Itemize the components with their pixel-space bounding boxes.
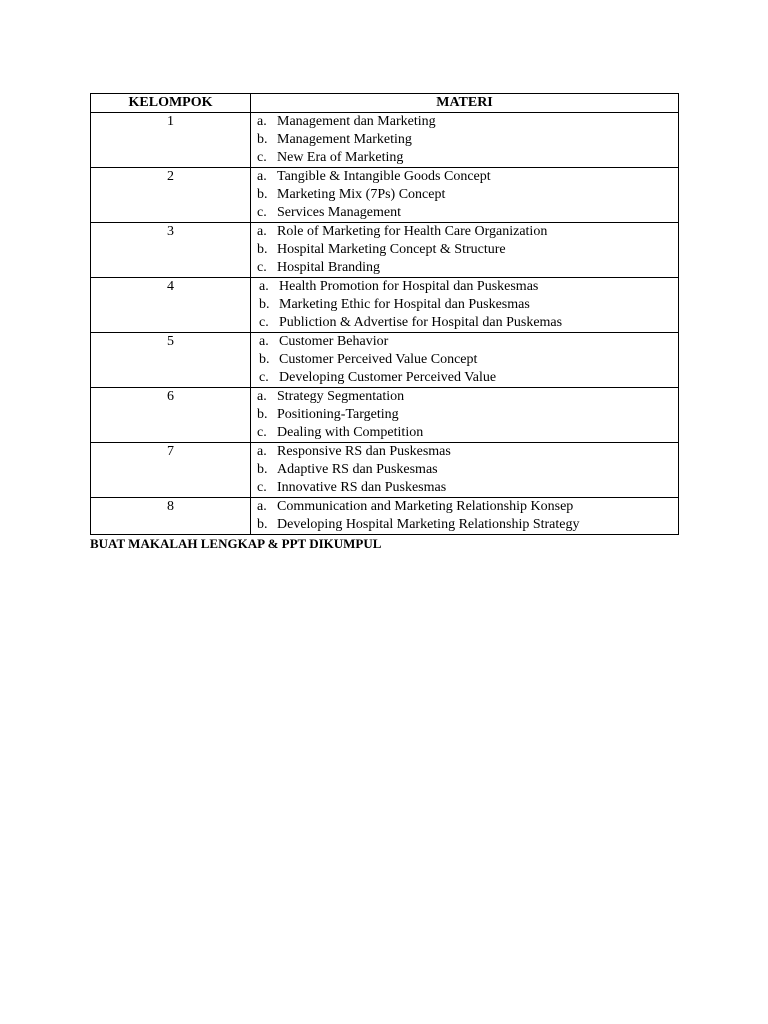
- list-item-text: Strategy Segmentation: [277, 389, 405, 404]
- table-row: [91, 443, 679, 498]
- list-marker: b.: [257, 407, 268, 422]
- list-item-text: Customer Perceived Value Concept: [279, 352, 478, 367]
- group-number: 5: [91, 333, 251, 388]
- list-marker: a.: [257, 169, 267, 184]
- group-materi-cell: [251, 278, 679, 333]
- materi-list: [257, 388, 678, 442]
- list-item: [257, 516, 678, 534]
- header-materi: MATERI: [251, 94, 679, 113]
- list-marker: c.: [259, 370, 269, 385]
- list-marker: b.: [257, 517, 268, 532]
- list-marker: c.: [259, 315, 269, 330]
- list-marker: c.: [257, 150, 267, 165]
- document-page: [90, 93, 678, 552]
- list-item-text: Adaptive RS dan Puskesmas: [277, 462, 438, 477]
- list-marker: c.: [257, 205, 267, 220]
- group-materi-cell: [251, 498, 679, 535]
- list-item-text: Management dan Marketing: [277, 114, 436, 129]
- list-item: [259, 333, 678, 351]
- list-item: [257, 259, 678, 277]
- materi-list: [257, 223, 678, 277]
- list-item: [257, 443, 678, 461]
- list-item-text: Developing Customer Perceived Value: [279, 370, 497, 385]
- table-row: [91, 278, 679, 333]
- list-item-text: Tangible & Intangible Goods Concept: [277, 169, 491, 184]
- table-body: [91, 113, 679, 535]
- list-item: [259, 351, 678, 369]
- list-item-text: Positioning-Targeting: [277, 407, 399, 422]
- list-item: [259, 314, 678, 332]
- list-item: [259, 296, 678, 314]
- list-marker: b.: [257, 187, 268, 202]
- list-item: [257, 223, 678, 241]
- list-item-text: Role of Marketing for Health Care Organization: [277, 224, 548, 239]
- materi-list: [257, 498, 678, 534]
- list-item: [257, 424, 678, 442]
- list-marker: c.: [257, 480, 267, 495]
- list-marker: b.: [257, 132, 268, 147]
- table-row: [91, 333, 679, 388]
- materi-list: [257, 168, 678, 222]
- list-item-text: Hospital Branding: [277, 260, 381, 275]
- list-item-text: Publiction & Advertise for Hospital dan Puskemas: [279, 315, 563, 330]
- list-marker: a.: [257, 224, 267, 239]
- list-item: [257, 131, 678, 149]
- list-item: [257, 149, 678, 167]
- list-marker: a.: [259, 334, 269, 349]
- list-marker: a.: [257, 114, 267, 129]
- group-materi-cell: [251, 113, 679, 168]
- list-item: [257, 461, 678, 479]
- table-row: [91, 113, 679, 168]
- list-item-text: Marketing Mix (7Ps) Concept: [277, 187, 446, 202]
- list-item-text: Innovative RS dan Puskesmas: [277, 480, 447, 495]
- list-item: [259, 369, 678, 387]
- group-number: 2: [91, 168, 251, 223]
- list-item-text: Developing Hospital Marketing Relationship Strategy: [277, 517, 580, 532]
- list-item-text: Health Promotion for Hospital dan Puskesmas: [279, 279, 539, 294]
- list-item: [257, 204, 678, 222]
- list-item: [257, 498, 678, 516]
- list-item: [257, 406, 678, 424]
- group-materi-cell: [251, 333, 679, 388]
- list-item: [257, 388, 678, 406]
- list-item-text: New Era of Marketing: [277, 150, 404, 165]
- list-marker: b.: [259, 352, 270, 367]
- list-marker: b.: [257, 242, 268, 257]
- list-marker: c.: [257, 260, 267, 275]
- list-marker: a.: [257, 389, 267, 404]
- group-materi-cell: [251, 443, 679, 498]
- list-item-text: Communication and Marketing Relationship Konsep: [277, 499, 574, 514]
- materi-list: [259, 278, 678, 332]
- list-marker: a.: [257, 499, 267, 514]
- list-item-text: Marketing Ethic for Hospital dan Puskesmas: [279, 297, 530, 312]
- list-item-text: Hospital Marketing Concept & Structure: [277, 242, 506, 257]
- table-header-row: [91, 94, 679, 113]
- list-marker: a.: [259, 279, 269, 294]
- list-item: [257, 168, 678, 186]
- materi-list: [257, 113, 678, 167]
- group-number: 3: [91, 223, 251, 278]
- group-number: 7: [91, 443, 251, 498]
- group-materi-cell: [251, 168, 679, 223]
- list-item: [257, 113, 678, 131]
- group-number: 8: [91, 498, 251, 535]
- table-row: [91, 168, 679, 223]
- list-item-text: Customer Behavior: [279, 334, 389, 349]
- group-materi-cell: [251, 223, 679, 278]
- list-marker: b.: [257, 462, 268, 477]
- list-marker: c.: [257, 425, 267, 440]
- header-kelompok: KELOMPOK: [91, 94, 251, 113]
- list-item-text: Services Management: [277, 205, 402, 220]
- list-item: [257, 479, 678, 497]
- list-item-text: Management Marketing: [277, 132, 412, 147]
- list-marker: a.: [257, 444, 267, 459]
- list-item: [257, 241, 678, 259]
- group-number: 4: [91, 278, 251, 333]
- list-item-text: Dealing with Competition: [277, 425, 424, 440]
- footer-note: BUAT MAKALAH LENGKAP & PPT DIKUMPUL: [90, 536, 382, 551]
- table-row: [91, 223, 679, 278]
- table-row: [91, 498, 679, 535]
- materi-list: [257, 443, 678, 497]
- list-item: [259, 278, 678, 296]
- materi-table: [90, 93, 679, 535]
- group-number: 1: [91, 113, 251, 168]
- table-row: [91, 388, 679, 443]
- group-materi-cell: [251, 388, 679, 443]
- group-number: 6: [91, 388, 251, 443]
- list-item-text: Responsive RS dan Puskesmas: [277, 444, 451, 459]
- list-marker: b.: [259, 297, 270, 312]
- materi-list: [259, 333, 678, 387]
- list-item: [257, 186, 678, 204]
